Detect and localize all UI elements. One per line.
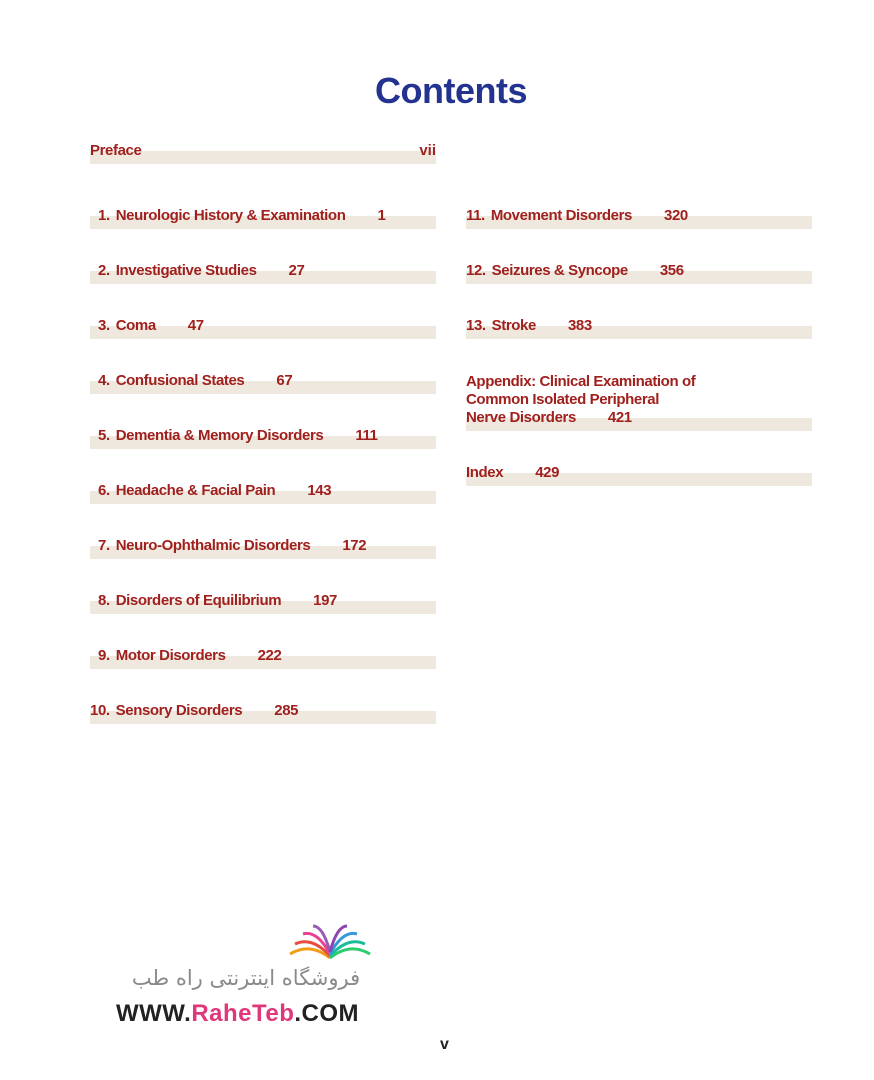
entry-page: 67 xyxy=(276,372,293,389)
entry-label: Movement Disorders xyxy=(490,207,633,224)
entry-number: 9. xyxy=(98,647,110,664)
entry-page: 320 xyxy=(664,207,688,224)
toc-entry-1[interactable] xyxy=(90,199,436,229)
toc-entry-appendix[interactable] xyxy=(466,373,812,431)
entry-number: 3. xyxy=(98,317,110,334)
toc-entry-6[interactable] xyxy=(90,474,436,504)
entry-page: 421 xyxy=(607,409,632,426)
entry-page: 383 xyxy=(567,317,592,334)
entry-label: Motor Disorders xyxy=(115,647,226,664)
entry-page: 111 xyxy=(355,427,378,444)
entry-page: 197 xyxy=(313,592,337,609)
toc-entry-4[interactable] xyxy=(90,364,436,394)
entry-page: 47 xyxy=(187,317,204,334)
entry-page: 429 xyxy=(535,464,560,481)
entry-number: 6. xyxy=(98,482,110,499)
entry-number: 10. xyxy=(90,702,110,719)
entry-label: Preface xyxy=(90,142,142,159)
entry-number: 12. xyxy=(466,262,486,279)
entry-label: Disorders of Equilibrium xyxy=(115,592,282,609)
entry-number: 2. xyxy=(98,262,110,279)
watermark-url: WWW.RaheTeb.COM xyxy=(116,1000,360,1027)
entry-page: 143 xyxy=(307,482,332,499)
entry-label: Index xyxy=(466,464,504,481)
open-book-icon xyxy=(285,922,375,962)
appendix-line-3: Nerve Disorders xyxy=(466,409,576,426)
watermark-logo xyxy=(110,920,380,1030)
page-number: v xyxy=(440,1036,449,1053)
entry-label: Sensory Disorders xyxy=(115,702,243,719)
entry-label: Neuro-Ophthalmic Disorders xyxy=(115,537,311,554)
toc-entry-11[interactable] xyxy=(466,199,812,229)
entry-page: 27 xyxy=(288,262,305,279)
toc-entry-2[interactable] xyxy=(90,254,436,284)
entry-page: 1 xyxy=(377,207,386,224)
entry-label: Coma xyxy=(115,317,156,334)
entry-number: 4. xyxy=(98,372,110,389)
toc-entry-13[interactable] xyxy=(466,309,812,339)
entry-number: 1. xyxy=(98,207,110,224)
entry-number: 11. xyxy=(466,207,485,224)
toc-entry-12[interactable] xyxy=(466,254,812,284)
entry-number: 7. xyxy=(98,537,110,554)
toc-entry-8[interactable] xyxy=(90,584,436,614)
entry-page: 285 xyxy=(274,702,299,719)
entry-page: 172 xyxy=(342,537,367,554)
entry-page: 356 xyxy=(659,262,684,279)
watermark-persian-text: فروشگاه اینترنتی راه طب xyxy=(131,966,361,990)
toc-entry-3[interactable] xyxy=(90,309,436,339)
entry-bar xyxy=(90,151,436,164)
entry-label: Stroke xyxy=(491,317,536,334)
entry-label: Confusional States xyxy=(115,372,245,389)
toc-entry-7[interactable] xyxy=(90,529,436,559)
entry-label: Dementia & Memory Disorders xyxy=(115,427,324,444)
toc-entry-9[interactable] xyxy=(90,639,436,669)
entry-page: 222 xyxy=(257,647,282,664)
page-title: Contents xyxy=(375,70,527,111)
entry-number: 8. xyxy=(98,592,110,609)
toc-entry-preface[interactable] xyxy=(90,134,436,164)
entry-label: Neurologic History & Examination xyxy=(115,207,346,224)
appendix-line-2: Common Isolated Peripheral xyxy=(466,391,659,408)
toc-entry-5[interactable] xyxy=(90,419,436,449)
entry-number: 5. xyxy=(98,427,110,444)
entry-page: vii xyxy=(419,142,436,159)
entry-label: Seizures & Syncope xyxy=(491,262,628,279)
entry-label: Investigative Studies xyxy=(115,262,257,279)
entry-label: Headache & Facial Pain xyxy=(115,482,276,499)
entry-number: 13. xyxy=(466,317,486,334)
appendix-line-1: Appendix: Clinical Examination of xyxy=(466,373,696,390)
toc-entry-index[interactable] xyxy=(466,456,812,486)
toc-entry-10[interactable] xyxy=(90,694,436,724)
